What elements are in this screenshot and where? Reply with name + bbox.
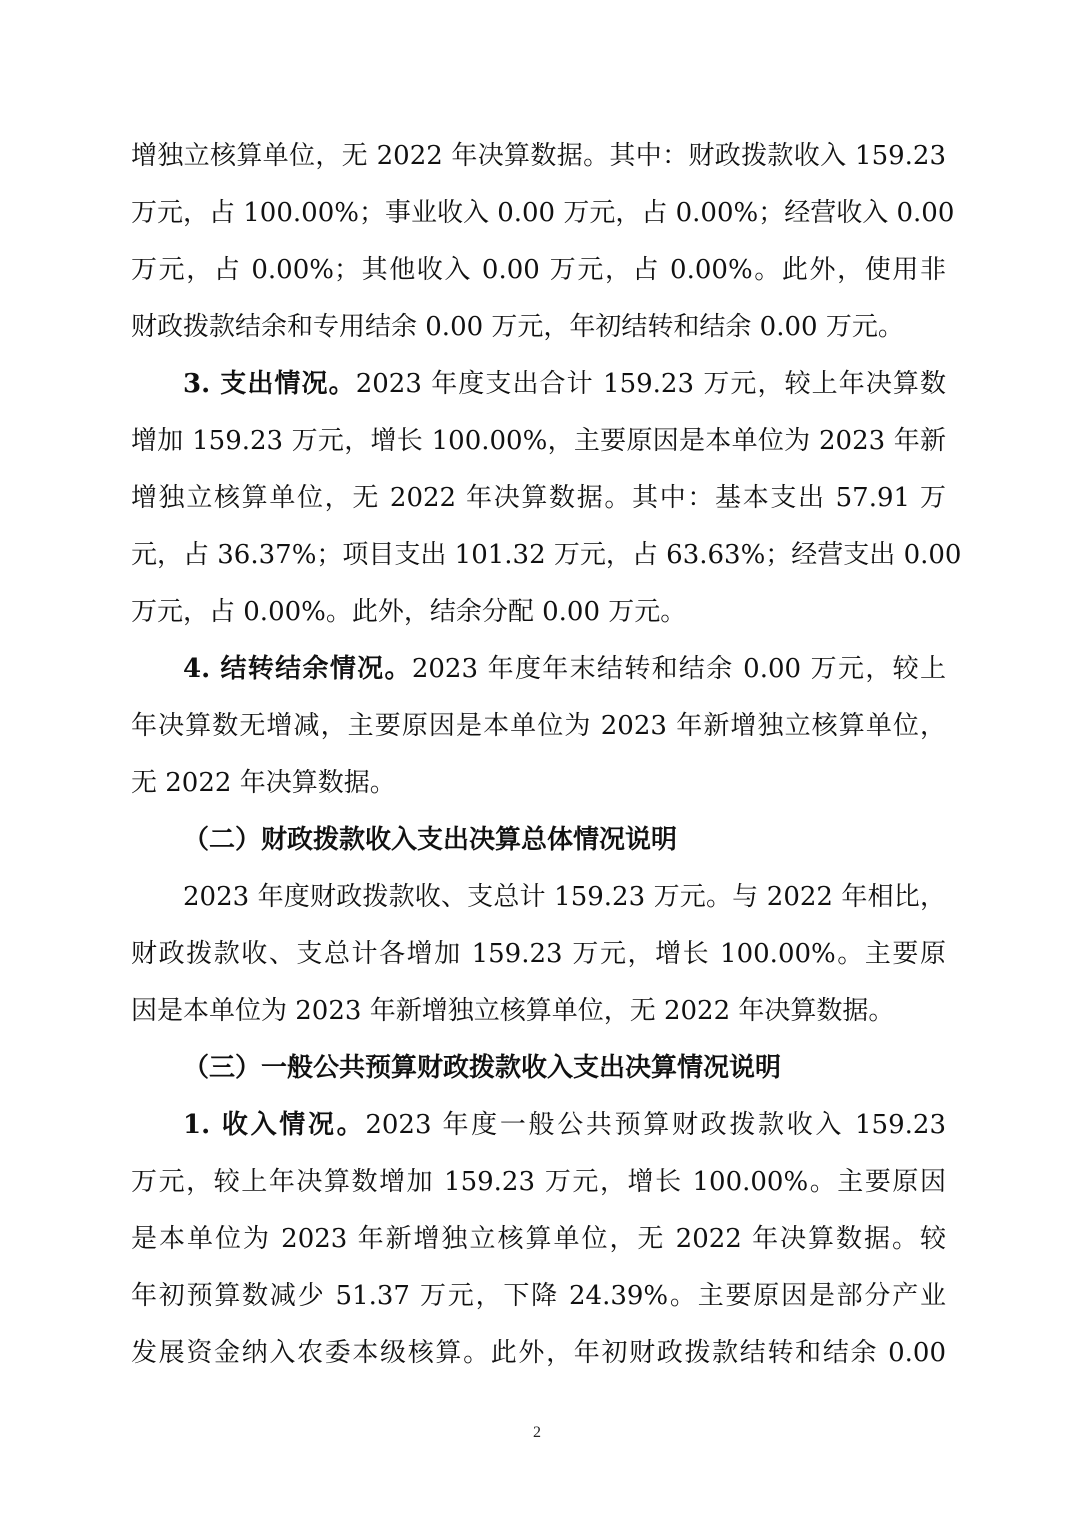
text-line: 万元，占 0.00%。此外，结余分配 0.00 万元。 <box>131 597 687 627</box>
text-line: 因是本单位为 2023 年新增独立核算单位，无 2022 年决算数据。 <box>131 996 895 1026</box>
text-line: 财政拨款结余和专用结余 0.00 万元，年初结转和结余 0.00 万元。 <box>131 312 904 342</box>
paragraph-income <box>183 1097 946 1153</box>
text-run: 2023 年度一般公共预算财政拨款收入 159.23 <box>365 1110 946 1140</box>
text-line: 增独立核算单位，无 2022 年决算数据。其中：基本支出 57.91 万 <box>131 483 946 513</box>
section-label: 3. 支出情况。 <box>183 369 356 399</box>
text-run: 2023 年度支出合计 159.23 万元，较上年决算数 <box>355 369 946 399</box>
section-label: 4. 结转结余情况。 <box>183 654 412 684</box>
section-heading: （二）财政拨款收入支出决算总体情况说明 <box>183 825 678 855</box>
paragraph-balance <box>183 641 946 697</box>
text-line: 是本单位为 2023 年新增独立核算单位，无 2022 年决算数据。较 <box>131 1224 946 1254</box>
text-line: 财政拨款收、支总计各增加 159.23 万元，增长 100.00%。主要原 <box>131 939 946 969</box>
text-line: 元，占 36.37%；项目支出 101.32 万元，占 63.63%；经营支出 0.00 <box>131 540 962 570</box>
text-line: 万元，占 0.00%；其他收入 0.00 万元，占 0.00%。此外，使用非 <box>131 255 946 285</box>
paragraph-expenditure <box>183 356 946 412</box>
text-line: 万元，占 100.00%；事业收入 0.00 万元，占 0.00%；经营收入 0.00 <box>131 198 955 228</box>
page-number: 2 <box>533 1424 541 1441</box>
section-heading: （三）一般公共预算财政拨款收入支出决算情况说明 <box>183 1053 782 1083</box>
text-line: 万元，较上年决算数增加 159.23 万元，增长 100.00%。主要原因 <box>131 1167 946 1197</box>
text-line: 2023 年度财政拨款收、支总计 159.23 万元。与 2022 年相比， <box>183 882 946 912</box>
text-line: 年决算数无增减，主要原因是本单位为 2023 年新增独立核算单位， <box>131 711 946 741</box>
text-run: 2023 年度年末结转和结余 0.00 万元，较上 <box>411 654 946 684</box>
text-line: 发展资金纳入农委本级核算。此外，年初财政拨款结转和结余 0.00 <box>131 1338 946 1368</box>
text-line: 增独立核算单位，无 2022 年决算数据。其中：财政拨款收入 159.23 <box>131 141 946 171</box>
text-line: 年初预算数减少 51.37 万元，下降 24.39%。主要原因是部分产业 <box>131 1281 946 1311</box>
section-label: 1. 收入情况。 <box>183 1110 366 1140</box>
text-line: 无 2022 年决算数据。 <box>131 768 396 798</box>
text-line: 增加 159.23 万元，增长 100.00%，主要原因是本单位为 2023 年新 <box>131 426 946 456</box>
